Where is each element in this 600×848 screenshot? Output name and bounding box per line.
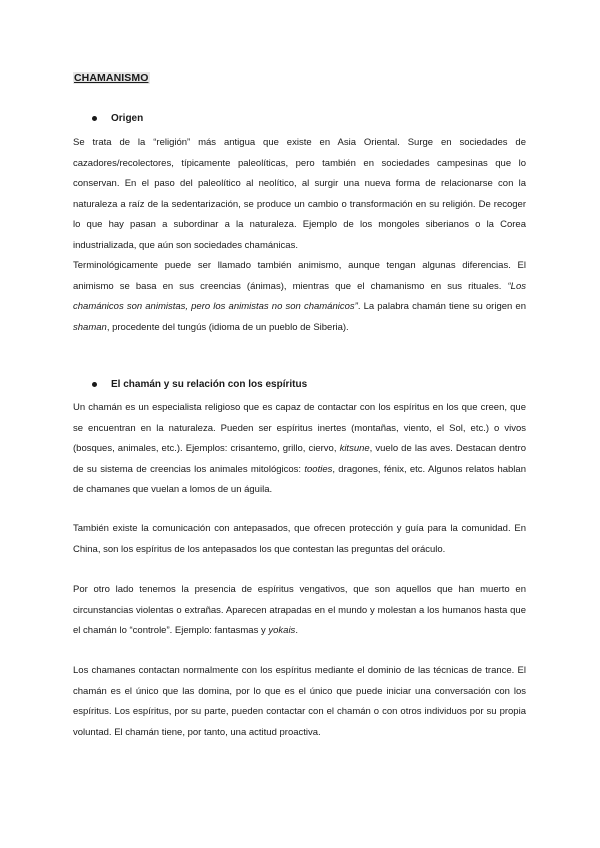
paragraph-text: , vuelo de las aves. Destacan dentro de su sistema de creencias los animales mitológicos: [73,443,526,475]
bullet-icon [92,116,97,121]
paragraph-chaman-4 [73,661,526,743]
paragraph-text: , procedente del tungús (idioma de un pueblo de Siberia). [106,321,349,333]
paragraph-origen-2 [73,256,526,338]
term-italic: shaman [73,321,107,333]
paragraph-origen-1 [73,133,526,257]
paragraph-text: Por otro lado tenemos la presencia de espíritus vengativos, que son aquellos que han muerto en circunstancias violentas o extrañas. Aparecen atrapadas en el mundo y molestan a los humanos hasta que el chamán lo “controle”. Ejemplo: fantasmas y [73,584,526,637]
paragraph-text: , dragones, fénix, etc. Algunos relatos hablan de chamanes que vuelan a lomos de un águila. [73,463,526,496]
paragraph-text: Terminológicamente puede ser llamado también animismo, aunque tengan algunas diferencias. El animismo se basa en sus creencias (ánimas), mientras que el chamanismo en sus rituales. [73,260,526,292]
paragraph-text: . La palabra chamán tiene su origen en [357,301,526,313]
section-heading-chaman [92,379,307,390]
section-heading-origen [92,113,143,124]
section-heading-label: El chamán y su relación con los espíritus [111,379,308,390]
paragraph-text: También existe la comunicación con antepasados, que ofrecen protección y guía para la comunidad. En China, son los espíritus de los antepasados los que contestan las preguntas del oráculo. [73,523,526,555]
term-italic: yokais [268,625,296,637]
paragraph-text: Un chamán es un especialista religioso que es capaz de contactar con los espíritus en los que creen, que se encuentran en la naturaleza. Pueden ser espíritus inertes (montañas, viento, el Sol, etc.) o vivos (bosques, animales, etc.). Ejemplos: crisantemo, grillo, ciervo, [73,402,526,455]
paragraph-text: Los chamanes contactan normalmente con los espíritus mediante el dominio de las técnicas de trance. El chamán es el único que las domina, por lo que es el único que puede iniciar una conversación con los espíritus. Los espíritus, por su parte, pueden contactar con el chamán o con otros individuos por su propia voluntad. El chamán tiene, por tanto, una actitud proactiva. [73,665,526,738]
term-italic: tooties [304,463,333,475]
section-heading-label: Origen [111,113,144,124]
paragraph-chaman-1 [73,398,526,501]
paragraph-text: . [295,625,298,637]
paragraph-chaman-3 [73,580,526,642]
term-italic: kitsune [339,443,370,455]
paragraph-text: Se trata de la “religión” más antigua que existe en Asia Oriental. Surge en sociedades de cazadores/recolectores, típicamente paleolíticas, pero también en sociedades campesinas que lo conservan. En el paso del paleolítico al neolítico, al surgir una nueva forma de relacionarse con la naturaleza a raíz de la sedentarización, se produce un cambio o transformación en su religión. De recoger lo que hay pasan a subordinar a la naturaleza. Ejemplo de los mongoles siberianos o la Corea industrializada, que aún son sociedades chamánicas. [73,137,526,251]
quote-italic: “Los chamánicos son animistas, pero los animistas no son chamánicos” [73,280,526,313]
document-title: CHAMANISMO [74,72,149,84]
paragraph-chaman-2 [73,519,526,560]
bullet-icon [92,382,97,387]
